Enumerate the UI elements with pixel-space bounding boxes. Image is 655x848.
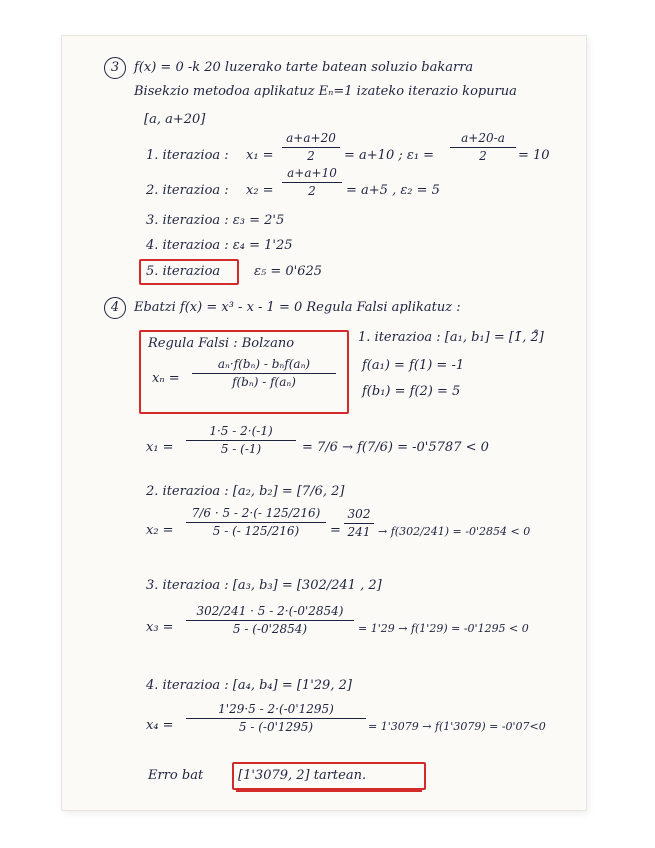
p4-x1-den: 5 - (-1) xyxy=(220,442,262,456)
p4-x2-result-fraction xyxy=(344,507,374,540)
p3-it1-eps-num: a+20-a xyxy=(461,131,505,145)
p4-x1-lhs: x₁ = xyxy=(146,440,174,455)
p4-final-underline xyxy=(236,790,422,792)
p4-x2-res-num: 302 xyxy=(347,507,371,521)
p4-x1-fraction xyxy=(186,424,296,457)
p4-it3-interval: 3. iterazioa : [a₃, b₃] = [302/241 , 2] xyxy=(146,578,382,593)
p3-it1-fraction xyxy=(282,131,340,164)
p4-x3-lhs: x₃ = xyxy=(146,620,174,635)
p4-fa1: f(a₁) = f(1) = -1 xyxy=(362,358,465,373)
regula-falsi-fraction xyxy=(192,357,336,390)
p4-x2-result: → f(302/241) = -0'2854 < 0 xyxy=(378,525,531,538)
problem-3-statement: f(x) = 0 -k 20 luzerako tarte batean soluzio bakarra xyxy=(134,60,474,75)
p3-it5-eps: ε₅ = 0'625 xyxy=(254,264,323,279)
regula-falsi-title: Regula Falsi : Bolzano xyxy=(148,336,295,351)
p3-it1-x: x₁ = xyxy=(246,148,274,163)
p4-x1-num: 1·5 - 2·(-1) xyxy=(209,424,273,438)
p3-it1-num: a+a+20 xyxy=(286,131,336,145)
p4-x2-num: 7/6 · 5 - 2·(- 125/216) xyxy=(191,506,321,520)
p3-it2-x: x₂ = xyxy=(246,183,274,198)
p3-it5-highlight-box xyxy=(139,259,239,285)
p3-it1-eps-den: 2 xyxy=(479,149,487,163)
p3-it3: 3. iterazioa : ε₃ = 2'5 xyxy=(146,213,285,228)
p3-it2-end: = a+5 , ε₂ = 5 xyxy=(346,183,440,198)
p4-x2-eq: = xyxy=(330,523,341,538)
p4-final-answer: [1'3079, 2] tartean. xyxy=(238,768,367,783)
p4-it1-interval: 1. iterazioa : [a₁, b₁] = [1̄, 2̊] xyxy=(358,330,544,345)
problem-4-statement: Ebatzi f(x) = x³ - x - 1 = 0 Regula Falsi aplikatuz : xyxy=(134,300,461,315)
p4-x4-lhs: x₄ = xyxy=(146,718,174,733)
regula-falsi-den: f(bₙ) - f(aₙ) xyxy=(232,375,296,389)
p4-final-highlight-box xyxy=(232,762,426,790)
p4-x2-res-den: 241 xyxy=(347,525,371,539)
p4-x3-fraction xyxy=(186,604,354,637)
p4-x1-result: = 7/6 → f(7/6) = -0'5787 < 0 xyxy=(302,440,489,455)
p3-it1-den: 2 xyxy=(307,149,315,163)
problem-3-statement-2: Bisekzio metodoa aplikatuz Eₙ=1 izateko iterazio kopurua xyxy=(134,84,517,99)
p4-x4-fraction xyxy=(186,702,366,735)
p4-x2-fraction xyxy=(186,506,326,539)
p4-it2-interval: 2. iterazioa : [a₂, b₂] = [7/6, 2] xyxy=(146,484,345,499)
p4-x3-num: 302/241 · 5 - 2·(-0'2854) xyxy=(196,604,344,618)
regula-falsi-num: aₙ·f(bₙ) - bₙf(aₙ) xyxy=(217,357,311,371)
problem-3-number: 3 xyxy=(104,57,126,79)
p4-fb1: f(b₁) = f(2) = 5 xyxy=(362,384,461,399)
problem-3-interval: [a, a+20] xyxy=(144,112,206,127)
regula-falsi-xn: xₙ = xyxy=(152,371,180,386)
p3-it4: 4. iterazioa : ε₄ = 1'25 xyxy=(146,238,293,253)
p3-it2-label: 2. iterazioa : xyxy=(146,183,229,198)
p4-it4-interval: 4. iterazioa : [a₄, b₄] = [1'29, 2] xyxy=(146,678,352,693)
p4-final-prefix: Erro bat xyxy=(148,768,204,783)
p4-x4-num: 1'29·5 - 2·(-0'1295) xyxy=(218,702,334,716)
p3-it2-num: a+a+10 xyxy=(287,166,337,180)
p3-it2-den: 2 xyxy=(308,184,316,198)
p4-x2-den: 5 - (- 125/216) xyxy=(212,524,300,538)
p4-x2-lhs: x₂ = xyxy=(146,523,174,538)
p4-x3-result: = 1'29 → f(1'29) = -0'1295 < 0 xyxy=(358,622,529,635)
problem-4-number: 4 xyxy=(104,297,126,319)
p3-it1-eps-fraction xyxy=(450,131,516,164)
p3-it2-fraction xyxy=(282,166,342,199)
p3-it5-label: 5. iterazioa xyxy=(146,264,221,279)
p3-it1-end: = 10 xyxy=(518,148,550,163)
p3-it1-mid: = a+10 ; ε₁ = xyxy=(344,148,435,163)
p4-x3-den: 5 - (-0'2854) xyxy=(232,622,308,636)
p4-x4-den: 5 - (-0'1295) xyxy=(238,720,314,734)
p3-it1-label: 1. iterazioa : xyxy=(146,148,229,163)
p4-x4-result: = 1'3079 → f(1'3079) = -0'07<0 xyxy=(368,720,546,733)
